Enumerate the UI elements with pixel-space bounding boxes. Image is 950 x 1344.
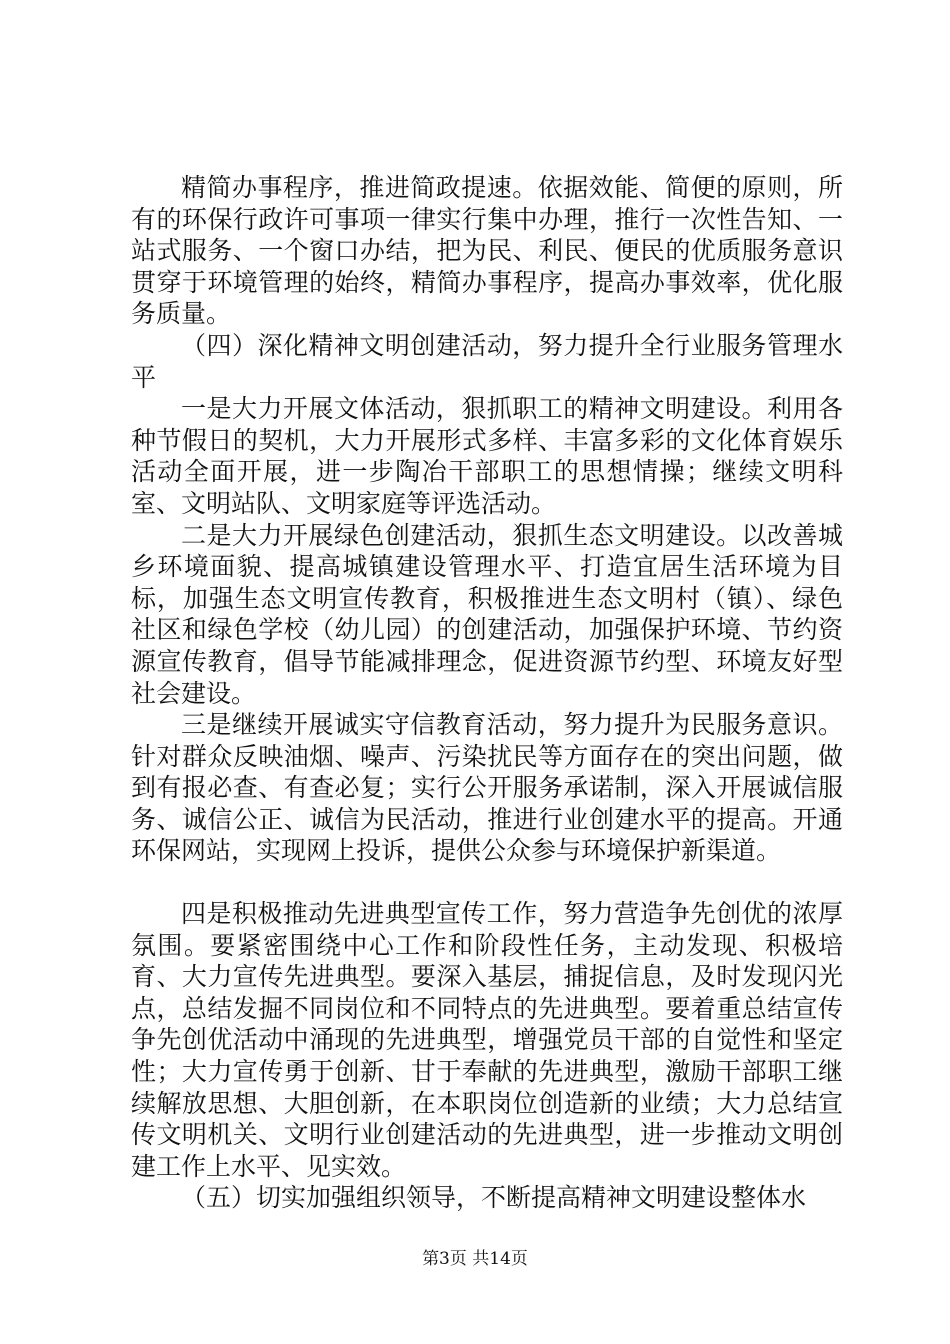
paragraph-item-three: 三是继续开展诚实守信教育活动，努力提升为民服务意识。针对群众反映油烟、噪声、污染扰民等方面存在的突出问题，做到有报必查、有查必复；实行公开服务承诺制，深入开展诚信服务、诚信公正、诚信为民活动，推进行业创建水平的提高。开通环保网站，实现网上投诉，提供公众参与环境保护新渠道。	[131, 710, 843, 866]
paragraph-item-two: 二是大力开展绿色创建活动，狠抓生态文明建设。以改善城乡环境面貌、提高城镇建设管理水平、打造宜居生活环境为目标，加强生态文明宣传教育，积极推进生态文明村（镇）、绿色社区和绿色学校（幼儿园）的创建活动，加强保护环境、节约资源宣传教育，倡导节能减排理念，促进资源节约型、环境友好型社会建设。	[131, 520, 843, 708]
section-heading-five: （五）切实加强组织领导，不断提高精神文明建设整体水	[181, 1183, 807, 1213]
paragraph-item-one: 一是大力开展文体活动，狠抓职工的精神文明建设。利用各种节假日的契机，大力开展形式多样、丰富多彩的文化体育娱乐活动全面开展，进一步陶冶干部职工的思想情操；继续文明科室、文明站队、文明家庭等评选活动。	[131, 394, 843, 518]
paragraph-simplify-procedures: 精简办事程序，推进简政提速。依据效能、简便的原则，所有的环保行政许可事项一律实行集中办理，推行一次性告知、一站式服务、一个窗口办结，把为民、利民、便民的优质服务意识贯穿于环境管理的始终，精简办事程序，提高办事效率，优化服务质量。	[131, 173, 843, 329]
document-body	[131, 172, 843, 1214]
paragraph-item-four: 四是积极推动先进典型宣传工作，努力营造争先创优的浓厚氛围。要紧密围绕中心工作和阶段性任务，主动发现、积极培育、大力宣传先进典型。要深入基层，捕捉信息，及时发现闪光点，总结发掘不同岗位和不同特点的先进典型。要着重总结宣传争先创优活动中涌现的先进典型，增强党员干部的自觉性和坚定性；大力宣传勇于创新、甘于奉献的先进典型，激励干部职工继续解放思想、大胆创新，在本职岗位创造新的业绩；大力总结宣传文明机关、文明行业创建活动的先进典型，进一步推动文明创建工作上水平、见实效。	[131, 899, 843, 1181]
page-number-footer: 第3页 共14页	[422, 1249, 528, 1269]
section-heading-four: （四）深化精神文明创建活动，努力提升全行业服务管理水平	[131, 330, 843, 392]
